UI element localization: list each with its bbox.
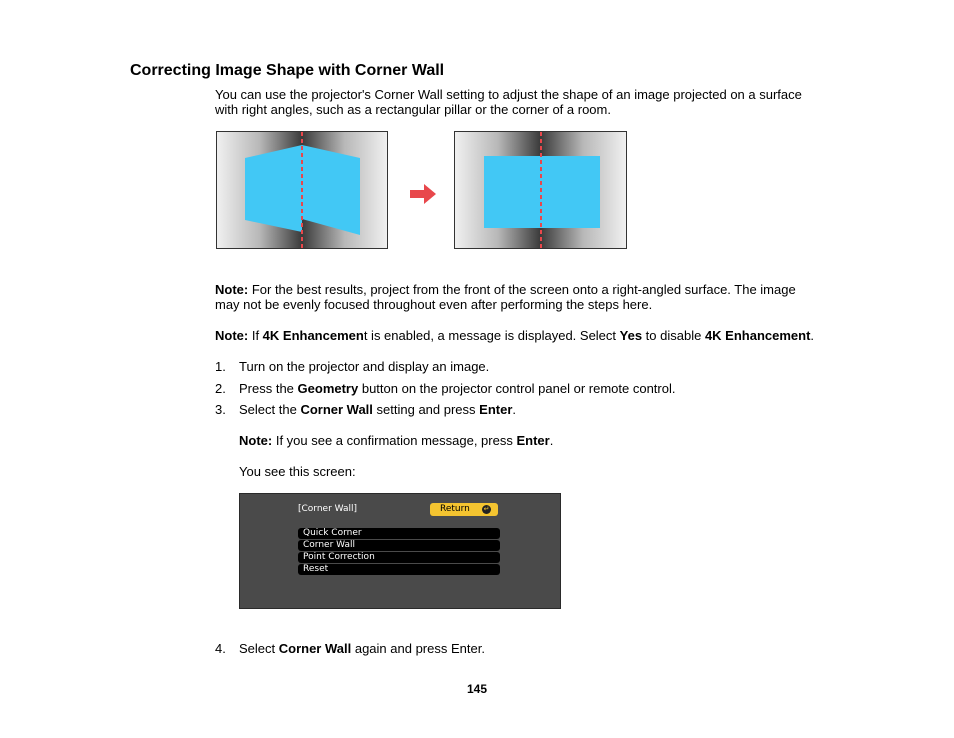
note-label: Note: <box>215 328 249 343</box>
note-4k-text: t is enabled, a message is displayed. Select <box>363 328 620 343</box>
osd-menu-item-quick-corner: Quick Corner <box>298 528 500 539</box>
page-number: 145 <box>466 682 488 696</box>
step-text: Select the <box>239 402 301 417</box>
step-number: 4. <box>215 641 226 656</box>
osd-screenshot <box>239 493 561 609</box>
note-focus <box>215 283 796 312</box>
step-number: 2. <box>215 381 226 396</box>
step-bold: Enter <box>479 402 513 417</box>
return-icon: ↵ <box>483 505 490 513</box>
step-3-note <box>239 434 553 449</box>
after-projection-shape <box>455 132 627 249</box>
note-focus-line-1: For the best results, project from the front of the screen onto a right-angled surface. The image <box>248 282 796 297</box>
note-4k-bold: 4K Enhancement <box>704 328 811 343</box>
osd-return-label: Return <box>440 504 470 514</box>
note-4k-text: . <box>810 328 815 343</box>
osd-title: [Corner Wall] <box>298 504 357 514</box>
step-text: setting and press <box>372 402 480 417</box>
note-4k-text: to disable <box>642 328 705 343</box>
step-text: button on the projector control panel or remote control. <box>358 381 676 396</box>
intro-line-1: You can use the projector's Corner Wall setting to adjust the shape of an image projected on a surface <box>215 87 802 102</box>
step-bold: Geometry <box>297 381 359 396</box>
note-text: If you see a confirmation message, press <box>272 433 517 448</box>
note-bold: Enter <box>516 433 550 448</box>
step-text: Press the <box>239 381 298 396</box>
step-1 <box>215 360 489 375</box>
section-heading: Correcting Image Shape with Corner Wall <box>130 62 445 79</box>
step-bold: Corner Wall <box>278 641 352 656</box>
intro-line-2: with right angles, such as a rectangular pillar or the corner of a room. <box>215 101 611 117</box>
osd-menu <box>298 528 500 576</box>
step-text: Turn on the projector and display an image. <box>239 359 490 374</box>
step-text: Select <box>239 641 279 656</box>
see-screen-text: You see this screen: <box>239 464 356 479</box>
note-4k <box>215 329 814 344</box>
intro-paragraph <box>215 88 802 117</box>
osd-return-button <box>430 503 498 516</box>
step-4 <box>215 642 485 657</box>
step-number: 1. <box>215 359 226 374</box>
before-projection-shape <box>217 132 388 249</box>
step-2 <box>215 382 675 397</box>
osd-menu-item-point-correction: Point Correction <box>298 552 500 563</box>
note-4k-bold: Yes <box>619 328 643 343</box>
note-4k-bold: 4K Enhancemen <box>262 328 364 343</box>
step-text: . <box>512 402 517 417</box>
osd-menu-item-reset: Reset <box>298 564 500 575</box>
before-figure <box>216 131 388 249</box>
after-figure <box>454 131 627 249</box>
step-3 <box>215 403 516 418</box>
note-label: Note: <box>215 282 249 297</box>
arrow-right-icon <box>408 182 438 206</box>
step-text: again and press Enter. <box>351 641 485 656</box>
step-bold: Corner Wall <box>300 402 373 417</box>
note-text: . <box>549 433 554 448</box>
note-4k-text: If <box>248 328 263 343</box>
osd-menu-item-corner-wall: Corner Wall <box>298 540 500 551</box>
note-focus-line-2: may not be evenly focused throughout even after performing the steps here. <box>215 296 653 312</box>
step-number: 3. <box>215 402 226 417</box>
note-label: Note: <box>239 433 273 448</box>
